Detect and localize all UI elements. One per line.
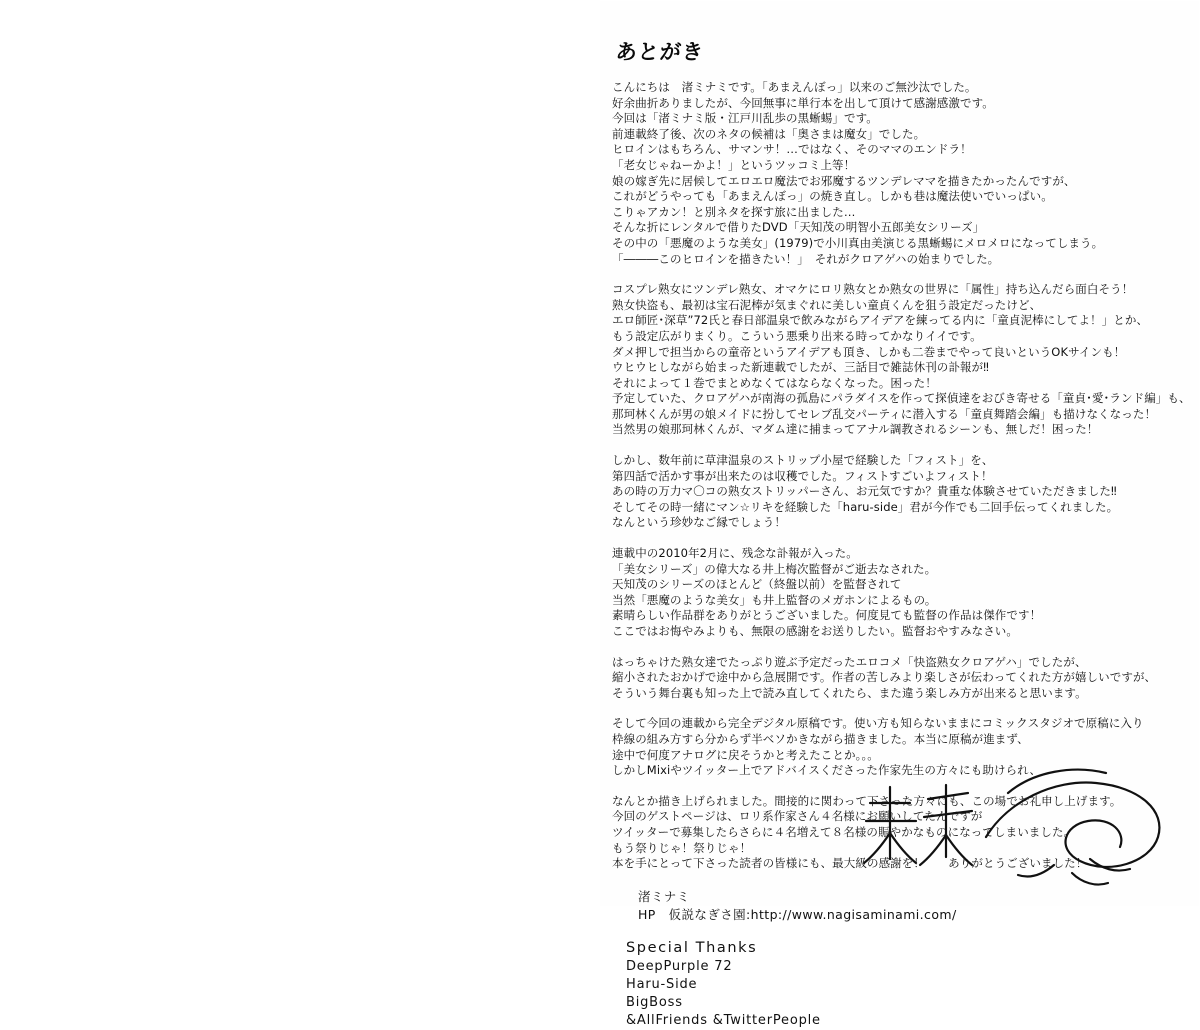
text-line: ヒロインはもちろん、サマンサ！…ではなく、そのママのエンドラ！ <box>612 142 972 157</box>
special-thanks-item: Haru-Side <box>626 976 698 992</box>
text-line: 縮小されたおかげで途中から急展開です。作者の苦しみより楽しさが伝わってくれた方が嬉しいですが、 <box>612 670 1157 685</box>
text-line: これがどうやっても「あまえんぼっ」の焼き直し。しかも巷は魔法使いでいっぱい。 <box>612 189 1053 204</box>
text-line: 熟女快盗も、最初は宝石泥棒が気まぐれに美しい童貞くんを狙う設定だったけど、 <box>612 297 1042 312</box>
special-thanks-item: DeepPurple 72 <box>626 958 733 974</box>
page-title: あとがき <box>614 40 706 64</box>
text-line: 那珂林くんが男の娘メイドに扮してセレブ乱交パーティに潜入する「童貞舞踏会編」も描けなくなった！ <box>612 406 1157 421</box>
text-line: ウヒウヒしながら始まった新連載でしたが、三話目で雑誌休刊の訃報が‼ <box>612 360 989 375</box>
text-line: 「老女じゃねーかよ！」というツッコミ上等！ <box>612 157 856 172</box>
text-line: 今回は「渚ミナミ版・江戸川乱歩の黒蜥蜴」です。 <box>612 111 878 126</box>
text-line: ダメ押しで担当からの童帝というアイデアも頂き、しかも二巻までやって良いというOKサインも！ <box>612 344 1126 359</box>
author-name: 渚ミナミ <box>638 888 690 904</box>
special-thanks-block <box>626 938 1172 1030</box>
text-line: こんにちは 渚ミナミです。「あまえんぼっ」以来のご無沙汰でした。 <box>612 80 977 94</box>
text-line: 予定していた、クロアゲハが南海の孤島にパラダイスを作って探偵達をおびき寄せる「童貞･愛･ランド編」も、 <box>612 391 1191 406</box>
text-line: そしてその時一緒にマン☆リキを経験した「haru-side」君が今作でも二回手伝ってくれました。 <box>612 499 1119 514</box>
text-line: 前連載終了後、次のネタの候補は「奥さまは魔女」でした。 <box>612 126 926 141</box>
text-line: 連載中の2010年2月に、残念な訃報が入った。 <box>612 546 858 561</box>
text-line: 途中で何度アナログに戻そうかと考えたことか。。。 <box>612 747 879 762</box>
text-line: しかし、数年前に草津温泉のストリップ小屋で経験した「フィスト」を、 <box>612 453 994 468</box>
text-line: なんという珍妙なご縁でしょう！ <box>612 515 786 530</box>
text-line: はっちゃけた熟女達でたっぷり遊ぶ予定だったエロコメ「快盗熟女クロアゲハ」でしたが、 <box>612 654 1087 669</box>
text-line: もう祭りじゃ！祭りじゃ！ <box>612 840 752 855</box>
text-line: 「美女シリーズ」の偉大なる井上梅次監督がご逝去なされた。 <box>612 561 937 576</box>
text-line: 当然「悪魔のような美女」も井上監督のメガホンによるもの。 <box>612 592 937 607</box>
text-line: ツイッターで募集したらさらに４名増えて８名様の賑やかなものになってしまいました。 <box>612 824 1076 839</box>
text-line: 第四話で活かす事が出来たのは収穫でした。フィストすごいよフィスト！ <box>612 468 993 483</box>
text-line: 今回のゲストページは、ロリ系作家さん４名様にお願いしてたんですが <box>612 809 983 824</box>
text-line: そして今回の連載から完全デジタル原稿です。使い方も知らないままにコミックスタジオで原稿に入り <box>612 716 1144 731</box>
text-line: こりゃアカン！と別ネタを探す旅に出ました… <box>612 204 856 219</box>
text-line: 天知茂のシリーズのほとんど（終盤以前）を監督されて <box>612 577 902 592</box>
text-line: そういう舞台裏も知った上で読み直してくれたら、また違う楽しみ方が出来ると思います。 <box>612 685 1087 700</box>
text-line: そんな折にレンタルで借りたDVD「天知茂の明智小五郎美女シリーズ」 <box>612 220 985 235</box>
text-line: あの時の万力マ〇コの熟女ストリッパーさん、お元気ですか？貴重な体験させていただきました‼ <box>612 484 1117 499</box>
text-line: 本を手にとって下さった読者の皆様にも、最大級の感謝を！ ありがとうございました！ <box>612 856 1088 871</box>
special-thanks-item: BigBoss <box>626 994 683 1010</box>
text-line: ここではお悔やみよりも、無限の感謝をお送りしたい。監督おやすみなさい。 <box>612 624 1018 638</box>
author-homepage[interactable]: HP 仮説なぎさ園:http://www.nagisaminami.com/ <box>638 906 957 922</box>
text-line: 枠線の組み方すら分からず半ベソかきながら描きました。本当に原稿が進まず、 <box>612 731 1029 746</box>
text-line: もう設定広がりまくり。こういう悪乗り出来る時ってかなりイイです。 <box>612 328 982 343</box>
text-line: コスプレ熟女にツンデレ熟女、オマケにロリ熟女とか熟女の世界に「属性」持ち込んだら面白そう！ <box>612 282 1134 297</box>
special-thanks-title: Special Thanks <box>626 939 758 956</box>
text-line: 娘の嫁ぎ先に居候してエロエロ魔法でお邪魔するツンデレママを描きたかったんですが、 <box>612 173 1076 188</box>
text-line: それによって１巻でまとめなくてはならなくなった。困った！ <box>612 375 937 390</box>
text-line: なんとか描き上げられました。間接的に関わって下さった方々にも、この場でお礼申し上げます。 <box>612 793 1122 808</box>
text-line: 好余曲折ありましたが、今回無事に単行本を出して頂けて感謝感激です。 <box>612 95 994 110</box>
text-line: 素晴らしい作品群をありがとうございました。何度見ても監督の作品は傑作です！ <box>612 608 1042 623</box>
text-line: 当然男の娘那珂林くんが、マダム達に捕まってアナル調教されるシーンも、無しだ！困った！ <box>612 422 1099 437</box>
text-line: しかしMixiやツイッター上でアドバイスくださった作家先生の方々にも助けられ、 <box>612 763 1042 778</box>
special-thanks-item: &AllFriends &TwitterPeople <box>626 1012 821 1028</box>
text-line: その中の「悪魔のような美女」(1979)で小川真由美演じる黒蜥蜴にメロメロになってしまう。 <box>612 235 1104 250</box>
text-line: 「―――このヒロインを描きたい！」 それがクロアゲハの始まりでした。 <box>612 251 1000 266</box>
text-line: エロ師匠･深草”72氏と春日部温泉で飲みながらアイデアを練ってる内に「童貞泥棒にしてよ！」とか、 <box>612 313 1149 328</box>
